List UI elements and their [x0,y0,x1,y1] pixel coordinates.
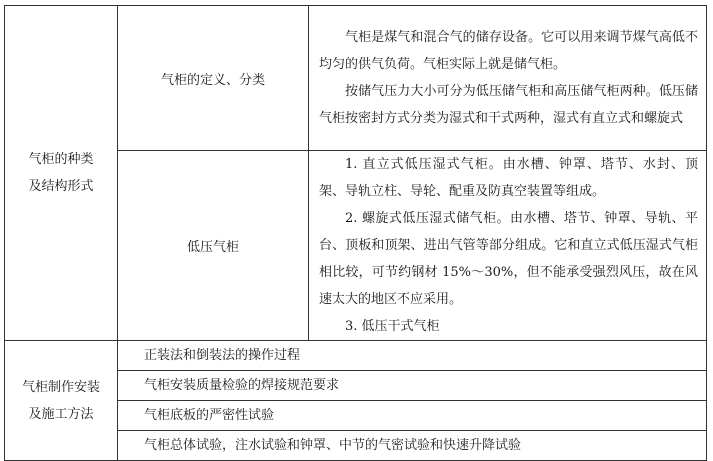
category-cell-structure [5,6,118,341]
category-label-line: 及施工方法 [28,406,94,422]
description-cell [309,6,707,151]
table-row [5,341,707,371]
description-cell [309,151,707,341]
table-row [5,6,707,151]
method-item: 气柜总体试验，注水试验和钟罩、中节的气密试验和快速升降试验 [118,431,707,461]
content-table [4,5,707,461]
subcategory-definition: 气柜的定义、分类 [118,6,309,151]
paragraph: 3. 低压干式气柜 [345,319,440,334]
category-label-line: 气柜制作安装 [21,379,100,395]
method-item: 气柜安装质量检验的焊接规范要求 [118,371,707,401]
paragraph: 1. 直立式低压湿式气柜。由水槽、钟罩、塔节、水封、顶架、导轨立柱、导轮、配重及防真空装置等组成。 [319,157,698,199]
method-item: 正装法和倒装法的操作过程 [118,341,707,371]
category-label-line: 及结构形式 [28,179,94,194]
category-label-line: 气柜的种类 [28,152,94,167]
paragraph: 2. 螺旋式低压湿式储气柜。由水槽、塔节、钟罩、导轨、平台、顶板和顶架、进出气管等部分组成。它和直立式低压湿式气柜相比较，可节约钢材 15%～30%，但不能承受强烈风压，故在风速太大的地区不应采用。 [319,211,698,307]
paragraph: 按储气压力大小可分为低压储气柜和高压储气柜两种。低压储气柜按密封方式分类为湿式和干式两种，湿式有直立式和螺旋式 [319,84,698,126]
category-cell-methods [5,341,118,461]
method-item: 气柜底板的严密性试验 [118,401,707,431]
paragraph: 气柜是煤气和混合气的储存设备。它可以用来调节煤气高低不均匀的供气负荷。气柜实际上就是储气柜。 [319,30,698,72]
subcategory-low-pressure: 低压气柜 [118,151,309,341]
